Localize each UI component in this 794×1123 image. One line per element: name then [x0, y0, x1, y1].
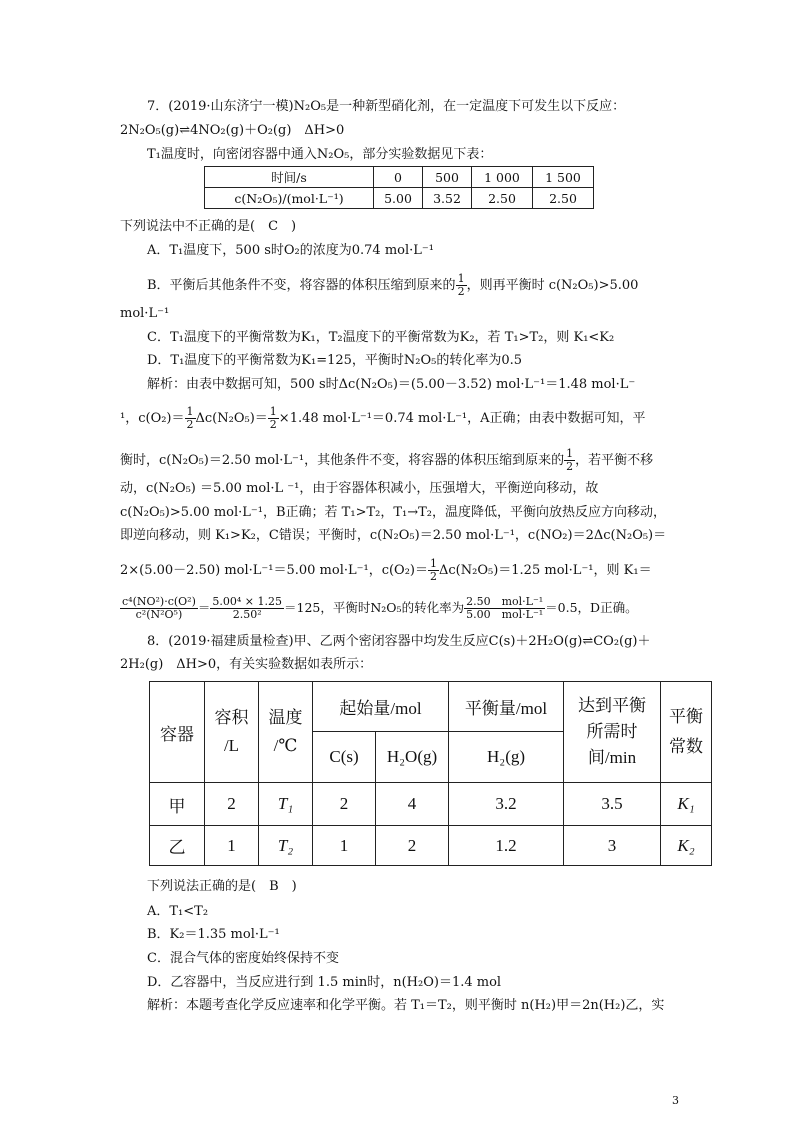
analysis-text: ＝0.5，D正确。	[545, 600, 638, 615]
q7-table-header-label: 时间/s	[205, 167, 374, 188]
fraction-denominator: 2	[186, 418, 194, 431]
q8-row-k: K₁	[661, 783, 712, 826]
k-expression-fraction	[120, 596, 198, 621]
q7-table-value: 3.52	[423, 188, 472, 209]
header-text: 常数	[669, 737, 703, 756]
q7-analysis-line1: 解析：由表中数据可知，500 s时Δc(N₂O₅)＝(5.00－3.52) mol·L⁻¹＝1.48 mol·L⁻	[147, 377, 636, 392]
q7-option-a: A．T₁温度下，500 s时O₂的浓度为0.74 mol·L⁻¹	[147, 243, 434, 258]
q7-table-time: 0	[374, 167, 423, 188]
analysis-text: Δc(N₂O₅)＝1.25 mol·L⁻¹，则 K₁＝	[439, 563, 652, 578]
fraction-numerator: c⁴(NO²)·c(O²)	[122, 595, 196, 608]
k-value-fraction	[210, 596, 284, 621]
q8-option-c: C．混合气体的密度始终保持不变	[147, 951, 339, 966]
analysis-text: 2×(5.00－2.50) mol·L⁻¹＝5.00 mol·L⁻¹，c(O₂)＝	[120, 563, 429, 578]
q7-analysis-line5: c(N₂O₅)>5.00 mol·L⁻¹，B正确；若 T₁>T₂，T₁→T₂，温度降低，平衡向放热反应方向移动，	[120, 505, 667, 520]
q7-table-value: 2.50	[533, 188, 594, 209]
q7-analysis-line4: 动，c(N₂O₅) ＝5.00 mol·L ⁻¹，由于容器体积减小，压强增大，平衡逆向移动，故	[120, 481, 599, 496]
q7-stem-line1: 7．(2019·山东济宁一模)N₂O₅是一种新型硝化剂，在一定温度下可发生以下反应：	[147, 99, 626, 114]
fraction-denominator: 2.50²	[232, 608, 262, 621]
q7-analysis-line6: 即逆向移动，则 K₁>K₂，C错误；平衡时，c(N₂O₅)＝2.50 mol·L⁻¹，c(NO₂)＝2Δc(N₂O₅)＝	[120, 528, 667, 543]
q8-header-temperature	[259, 682, 313, 783]
fraction-numerator: 1	[269, 405, 277, 418]
header-text: /L	[223, 736, 240, 755]
q8-row-name: 乙	[150, 826, 205, 866]
q8-header-cs: C(s)	[313, 732, 376, 783]
q7-analysis-line2	[120, 406, 646, 431]
half-fraction	[564, 448, 575, 473]
analysis-text: ¹，c(O₂)＝	[120, 411, 185, 426]
q8-row-h2o: 2	[376, 826, 449, 866]
q7-reaction-equation: 2N₂O₅(g)⇌4NO₂(g)＋O₂(g) ΔH>0	[120, 123, 345, 138]
q8-row-name: 甲	[150, 783, 205, 826]
q7-question: 下列说法中不正确的是( C )	[120, 219, 297, 234]
q7-option-b-fraction	[456, 273, 467, 298]
q8-row-volume: 1	[205, 826, 259, 866]
q8-header-h2o: H₂O(g)	[376, 732, 449, 783]
q8-header-volume	[205, 682, 259, 783]
equals-sign: ＝	[197, 600, 211, 615]
q7-table-value: 2.50	[472, 188, 533, 209]
q8-option-b: B．K₂＝1.35 mol·L⁻¹	[147, 927, 280, 942]
q8-header-container: 容器	[150, 682, 205, 783]
analysis-text: ×1.48 mol·L⁻¹＝0.74 mol·L⁻¹，A正确；由表中数据可知，平	[278, 411, 646, 426]
q8-row-time: 3	[564, 826, 661, 866]
q7-option-b	[147, 273, 638, 298]
header-text: 间/min	[587, 748, 637, 767]
q8-data-table	[149, 681, 712, 866]
fraction-numerator: 2.50 mol·L⁻¹	[466, 595, 544, 608]
fraction-numerator: 1	[457, 272, 465, 285]
q7-analysis-line3	[120, 448, 653, 473]
q7-table-time: 500	[423, 167, 472, 188]
header-text: 温度	[268, 708, 303, 727]
q8-option-a: A．T₁<T₂	[147, 904, 209, 919]
header-text: 平衡	[669, 707, 703, 726]
q8-stem-line2: 2H₂(g) ΔH>0，有关实验数据如表所示：	[120, 657, 373, 672]
analysis-text: 衡时，c(N₂O₅)＝2.50 mol·L⁻¹，其他条件不变，将容器的体积压缩到原来的	[120, 453, 565, 468]
fraction-denominator: 2	[430, 570, 438, 583]
q7-option-c: C．T₁温度下的平衡常数为K₁，T₂温度下的平衡常数为K₂，若 T₁>T₂，则 K₁<K₂	[147, 330, 615, 345]
header-text: 所需时	[586, 722, 638, 741]
q7-data-table	[204, 166, 594, 209]
q7-stem-line3: T₁温度时，向密闭容器中通入N₂O₅，部分实验数据见下表：	[147, 147, 493, 162]
q7-option-d: D．T₁温度下的平衡常数为K₁=125，平衡时N₂O₅的转化率为0.5	[147, 353, 523, 368]
half-fraction	[185, 406, 196, 431]
q8-question: 下列说法正确的是( B )	[147, 879, 297, 894]
header-text: 容积	[214, 708, 249, 727]
fraction-denominator: 2	[457, 285, 465, 298]
q8-row-temp: T₂	[259, 826, 313, 866]
fraction-numerator: 1	[566, 447, 574, 460]
q7-analysis-line8	[120, 596, 638, 621]
conversion-fraction	[464, 596, 545, 621]
fraction-denominator: 2	[269, 418, 277, 431]
q8-row-h2: 3.2	[449, 783, 564, 826]
q7-table-time: 1 500	[533, 167, 594, 188]
header-text: 达到平衡	[578, 696, 646, 715]
page-number: 3	[672, 1094, 679, 1107]
q8-header-time	[564, 682, 661, 783]
q8-header-h2: H₂(g)	[449, 732, 564, 783]
q8-header-equilibrium: 平衡量/mol	[449, 682, 564, 732]
q7-table-value: 5.00	[374, 188, 423, 209]
fraction-numerator: 5.00⁴ × 1.25	[212, 595, 282, 608]
q7-option-b-text: ，则再平衡时 c(N₂O₅)>5.00	[466, 278, 639, 293]
q8-row-h2: 1.2	[449, 826, 564, 866]
header-text: /℃	[273, 736, 298, 755]
q8-row-temp: T₁	[259, 783, 313, 826]
q8-analysis-line1: 解析：本题考查化学反应速率和化学平衡。若 T₁＝T₂，则平衡时 n(H₂)甲＝2n(H₂)乙，实	[147, 998, 665, 1013]
analysis-text: ，若平衡不移	[575, 453, 654, 468]
fraction-denominator: 2	[566, 460, 574, 473]
q8-stem-line1: 8．(2019·福建质量检查)甲、乙两个密闭容器中均发生反应C(s)＋2H₂O(g)⇌CO₂(g)＋	[147, 634, 651, 649]
analysis-text: ＝125，平衡时N₂O₅的转化率为	[284, 600, 465, 615]
q7-analysis-line7	[120, 558, 652, 583]
q7-option-b-text: B．平衡后其他条件不变，将容器的体积压缩到原来的	[147, 278, 456, 293]
q8-row-h2o: 4	[376, 783, 449, 826]
q7-table-row-label: c(N₂O₅)/(mol·L⁻¹)	[205, 188, 374, 209]
q8-row-time: 3.5	[564, 783, 661, 826]
q8-header-initial: 起始量/mol	[313, 682, 449, 732]
fraction-numerator: 1	[430, 557, 438, 570]
half-fraction	[428, 558, 439, 583]
q7-option-b-unit: mol·L⁻¹	[120, 306, 170, 321]
analysis-text: Δc(N₂O₅)＝	[195, 411, 268, 426]
half-fraction	[268, 406, 279, 431]
q8-option-d: D．乙容器中，当反应进行到 1.5 min时，n(H₂O)＝1.4 mol	[147, 975, 502, 990]
q8-row-k: K₂	[661, 826, 712, 866]
q8-row-c: 2	[313, 783, 376, 826]
fraction-denominator: c²(N²O⁵)	[135, 608, 183, 621]
q7-table-time: 1 000	[472, 167, 533, 188]
q8-row-c: 1	[313, 826, 376, 866]
q8-row-volume: 2	[205, 783, 259, 826]
q8-header-constant	[661, 682, 712, 783]
fraction-numerator: 1	[186, 405, 194, 418]
fraction-denominator: 5.00 mol·L⁻¹	[466, 608, 544, 621]
